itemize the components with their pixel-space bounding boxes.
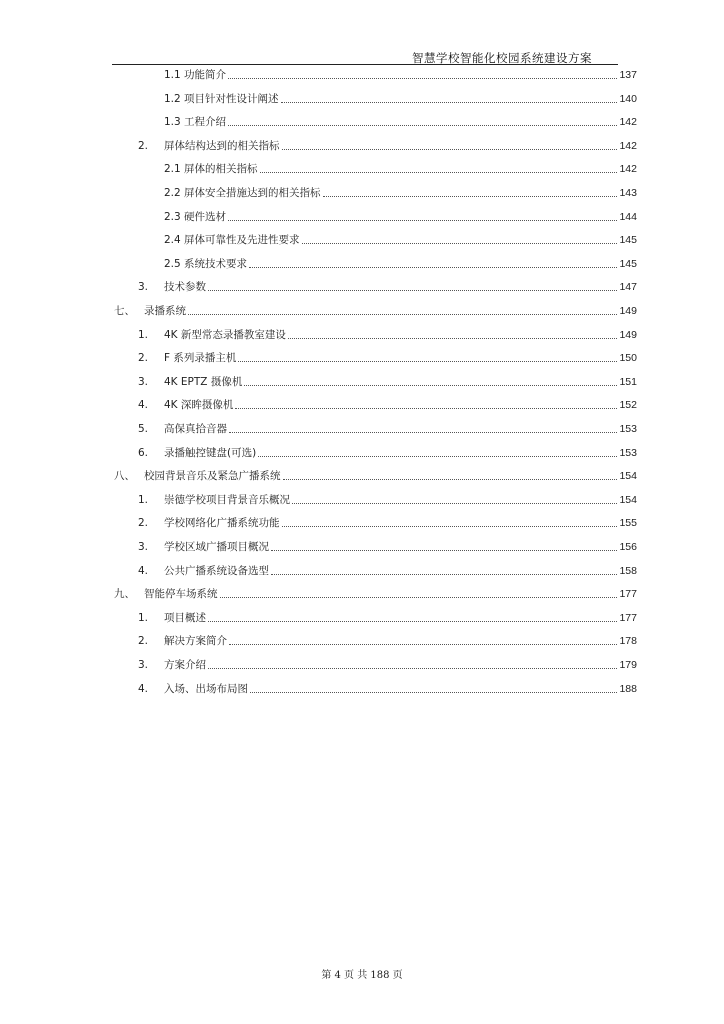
toc-entry-title: 公共广播系统设备选型 — [164, 564, 269, 577]
toc-entry-page-number: 144 — [619, 210, 637, 223]
toc-leader-dots — [208, 621, 617, 622]
toc-entry-title: 4K 新型常态录播教室建设 — [164, 328, 286, 341]
toc-entry-number: 九、 — [114, 588, 135, 601]
toc-entry-number: 4. — [138, 682, 149, 695]
toc-entry[interactable] — [114, 302, 637, 318]
toc-entry-page-number: 149 — [619, 305, 637, 317]
toc-entry-number: 1. — [138, 493, 149, 506]
toc-leader-dots — [249, 267, 617, 268]
toc-entry[interactable] — [164, 255, 637, 271]
toc-entry-number: 七、 — [114, 305, 135, 317]
toc-leader-dots — [188, 314, 617, 315]
toc-entry-number: 3. — [138, 541, 149, 553]
toc-entry[interactable] — [114, 467, 637, 483]
toc-entry-page-number: 154 — [619, 470, 637, 483]
toc-entry[interactable] — [138, 444, 637, 460]
toc-entry-page-number: 145 — [619, 234, 637, 247]
toc-entry-title: 2.2 屏体安全措施达到的相关指标 — [164, 187, 321, 199]
toc-leader-dots — [283, 479, 618, 480]
toc-entry[interactable] — [138, 562, 637, 578]
toc-entry-page-number: 142 — [619, 163, 637, 176]
toc-entry-page-number: 149 — [619, 328, 637, 341]
toc-entry-page-number: 137 — [619, 69, 637, 81]
toc-entry[interactable] — [138, 137, 637, 153]
toc-entry-page-number: 147 — [619, 281, 637, 294]
toc-entry-number: 4. — [138, 399, 149, 412]
toc-entry[interactable] — [138, 278, 637, 294]
toc-leader-dots — [238, 361, 617, 362]
toc-entry-title: 录播系统 — [144, 305, 186, 317]
toc-entry-page-number: 153 — [619, 423, 637, 435]
toc-leader-dots — [229, 432, 617, 433]
toc-leader-dots — [208, 668, 617, 669]
toc-leader-dots — [271, 574, 617, 575]
toc-entry-page-number: 145 — [619, 257, 637, 270]
toc-entry-page-number: 155 — [619, 517, 637, 530]
toc-entry-title: 智能停车场系统 — [144, 588, 218, 601]
toc-leader-dots — [220, 597, 618, 598]
toc-leader-dots — [208, 290, 617, 291]
toc-entry-title: 1.2 项目针对性设计阐述 — [164, 92, 279, 105]
page-footer: 第 4 页 共 188 页 — [321, 970, 403, 981]
toc-entry-title: 1.1 功能简介 — [164, 69, 227, 81]
toc-entry[interactable] — [114, 585, 637, 601]
toc-entry-title: 1.3 工程介绍 — [164, 116, 227, 129]
toc-entry-page-number: 140 — [619, 92, 637, 105]
toc-entry-page-number: 153 — [619, 446, 637, 459]
toc-entry-title: 崇德学校项目背景音乐概况 — [164, 493, 290, 506]
toc-entry[interactable] — [138, 373, 637, 389]
toc-entry[interactable] — [164, 113, 637, 129]
toc-leader-dots — [271, 550, 617, 551]
toc-entry-title: 技术参数 — [164, 281, 206, 294]
toc-entry-page-number: 152 — [619, 399, 637, 412]
toc-leader-dots — [288, 338, 618, 339]
toc-entry-title: 解决方案简介 — [164, 635, 227, 648]
toc-entry-number: 1. — [138, 328, 149, 341]
toc-entry-title: F 系列录播主机 — [164, 352, 237, 365]
toc-entry[interactable] — [138, 491, 637, 507]
toc-entry-page-number: 188 — [619, 682, 637, 695]
toc-entry[interactable] — [164, 231, 637, 247]
toc-entry-title: 2.5 系统技术要求 — [164, 257, 248, 270]
toc-leader-dots — [250, 692, 617, 693]
toc-entry[interactable] — [138, 538, 637, 554]
toc-entry-number: 2. — [138, 352, 149, 365]
toc-entry-page-number: 156 — [619, 541, 637, 553]
toc-entry-title: 项目概述 — [164, 611, 206, 624]
toc-entry-number: 3. — [138, 375, 149, 388]
toc-entry-number: 6. — [138, 446, 149, 459]
toc-entry-title: 2.1 屏体的相关指标 — [164, 163, 258, 176]
toc-entry[interactable] — [164, 160, 637, 176]
toc-entry[interactable] — [138, 632, 637, 648]
toc-entry-title: 2.3 硬件选材 — [164, 210, 227, 223]
toc-leader-dots — [228, 125, 617, 126]
toc-entry-number: 5. — [138, 423, 149, 435]
toc-entry-number: 2. — [138, 635, 149, 648]
running-header-title: 智慧学校智能化校园系统建设方案 — [412, 51, 592, 65]
toc-entry-page-number: 150 — [619, 352, 637, 365]
toc-entry-page-number: 142 — [619, 139, 637, 152]
toc-leader-dots — [292, 503, 617, 504]
toc-entry-page-number: 179 — [619, 659, 637, 671]
toc-entry-page-number: 178 — [619, 635, 637, 648]
toc-leader-dots — [258, 456, 617, 457]
toc-leader-dots — [260, 172, 618, 173]
toc-entry-title: 方案介绍 — [164, 659, 206, 671]
toc-leader-dots — [228, 220, 617, 221]
toc-leader-dots — [244, 385, 617, 386]
toc-entry[interactable] — [164, 90, 637, 106]
toc-entry-title: 高保真拾音器 — [164, 423, 227, 435]
toc-leader-dots — [281, 102, 618, 103]
toc-entry-number: 2. — [138, 517, 149, 530]
toc-entry[interactable] — [138, 396, 637, 412]
toc-entry-title: 学校网络化广播系统功能 — [164, 517, 280, 530]
toc-entry-title: 学校区域广播项目概况 — [164, 541, 269, 553]
toc-leader-dots — [282, 149, 618, 150]
toc-entry-number: 3. — [138, 281, 149, 294]
toc-leader-dots — [235, 408, 617, 409]
toc-entry-number: 1. — [138, 611, 149, 624]
toc-entry-number: 八、 — [114, 470, 135, 483]
toc-entry[interactable] — [138, 514, 637, 530]
toc-entry-page-number: 143 — [619, 187, 637, 199]
header-divider — [112, 64, 618, 65]
toc-entry-title: 屏体结构达到的相关指标 — [164, 139, 280, 152]
toc-entry[interactable] — [164, 208, 637, 224]
toc-entry-title: 录播触控键盘(可选) — [164, 446, 257, 459]
toc-entry-page-number: 151 — [619, 375, 637, 388]
toc-entry[interactable] — [138, 609, 637, 625]
toc-entry-title: 入场、出场布局图 — [164, 682, 248, 695]
toc-entry-page-number: 154 — [619, 493, 637, 506]
toc-entry-page-number: 177 — [619, 588, 637, 601]
toc-entry[interactable] — [138, 656, 637, 672]
toc-entry-title: 4K 深眸摄像机 — [164, 399, 234, 412]
toc-entry[interactable] — [138, 349, 637, 365]
toc-entry-title: 2.4 屏体可靠性及先进性要求 — [164, 234, 300, 247]
toc-entry-title: 4K EPTZ 摄像机 — [164, 375, 243, 388]
toc-entry-page-number: 158 — [619, 564, 637, 577]
toc-entry-number: 2. — [138, 139, 149, 152]
toc-leader-dots — [302, 243, 618, 244]
toc-entry[interactable] — [138, 680, 637, 696]
toc-entry-number: 3. — [138, 659, 149, 671]
toc-entry-page-number: 177 — [619, 611, 637, 624]
toc-entry[interactable] — [138, 420, 637, 436]
toc-leader-dots — [228, 78, 617, 79]
toc-leader-dots — [282, 526, 618, 527]
toc-entry-page-number: 142 — [619, 116, 637, 129]
toc-entry-number: 4. — [138, 564, 149, 577]
toc-entry[interactable] — [164, 66, 637, 82]
toc-entry-title: 校园背景音乐及紧急广播系统 — [144, 470, 281, 483]
toc-leader-dots — [323, 196, 618, 197]
toc-entry[interactable] — [138, 326, 637, 342]
toc-leader-dots — [229, 644, 617, 645]
toc-entry[interactable] — [164, 184, 637, 200]
